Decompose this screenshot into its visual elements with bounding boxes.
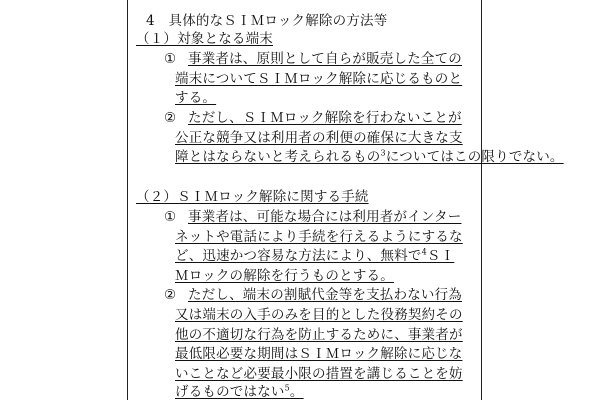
sub2-item1-line: 事業者は、可能な場合には利用者がインター	[188, 209, 462, 225]
sub2-item2-number: ②	[164, 287, 177, 303]
footnote-marker: 3	[380, 148, 386, 158]
sub1-item2-number: ②	[164, 110, 177, 126]
sub1-item2-line: ただし、ＳＩＭロック解除を行わないことが	[188, 110, 462, 126]
sub1-item2-text: についてはこの限りでない。	[385, 149, 564, 165]
sub2-item1-text: ＳＩ	[426, 248, 455, 264]
sub2-item2-line: いことなど必要最小限の措置を講じることを妨	[175, 366, 463, 382]
sub2-item1-number: ①	[164, 209, 177, 225]
sub2-item2-line	[175, 383, 304, 401]
sub2-item2-line: 又は端末の入手のみを目的とした役務契約その	[175, 307, 463, 323]
sub2-item1-text: ど、迅速かつ容易な方法により、無料で	[175, 248, 422, 264]
sub1-item1-number: ①	[164, 51, 177, 67]
footnote-marker: 4	[421, 247, 427, 257]
sub2-item1-line: Ｍロックの解除を行うものとする。	[175, 268, 394, 284]
footnote-marker: 5	[284, 383, 290, 393]
sub1-item2-line	[175, 148, 564, 166]
section-heading: 4 具体的なＳＩＭロック解除の方法等	[146, 13, 388, 29]
subsection-2-title: （２）ＳＩＭロック解除に関する手続	[136, 189, 369, 205]
sub1-item2-line: 公正な競争又は利用者の利便の確保に大きな支	[175, 130, 463, 146]
sub2-item2-line: 最低限必要な期間はＳＩＭロック解除に応じな	[175, 346, 463, 362]
sub1-item1-line: 事業者は、原則として自らが販売した全ての	[188, 51, 462, 67]
sub2-item2-text: げるものではない	[175, 384, 285, 400]
sub2-item1-line	[175, 247, 454, 265]
sub2-item2-line: ただし、端末の割賦代金等を支払わない行為	[188, 287, 462, 303]
sub2-item2-text: 。	[289, 384, 304, 400]
subsection-1-title: （１）対象となる端末	[136, 31, 273, 47]
sub1-item2-text: 障とはならないと考えられるもの	[175, 149, 381, 165]
sub1-item1-line: する。	[175, 90, 217, 106]
sub2-item1-line: ネットや電話により手続を行えるようにするな	[175, 229, 463, 245]
sub1-item1-line: 端末についてＳＩＭロック解除に応じるものと	[175, 71, 463, 87]
sub2-item2-line: 他の不適切な行為を防止するために、事業者が	[175, 327, 463, 343]
